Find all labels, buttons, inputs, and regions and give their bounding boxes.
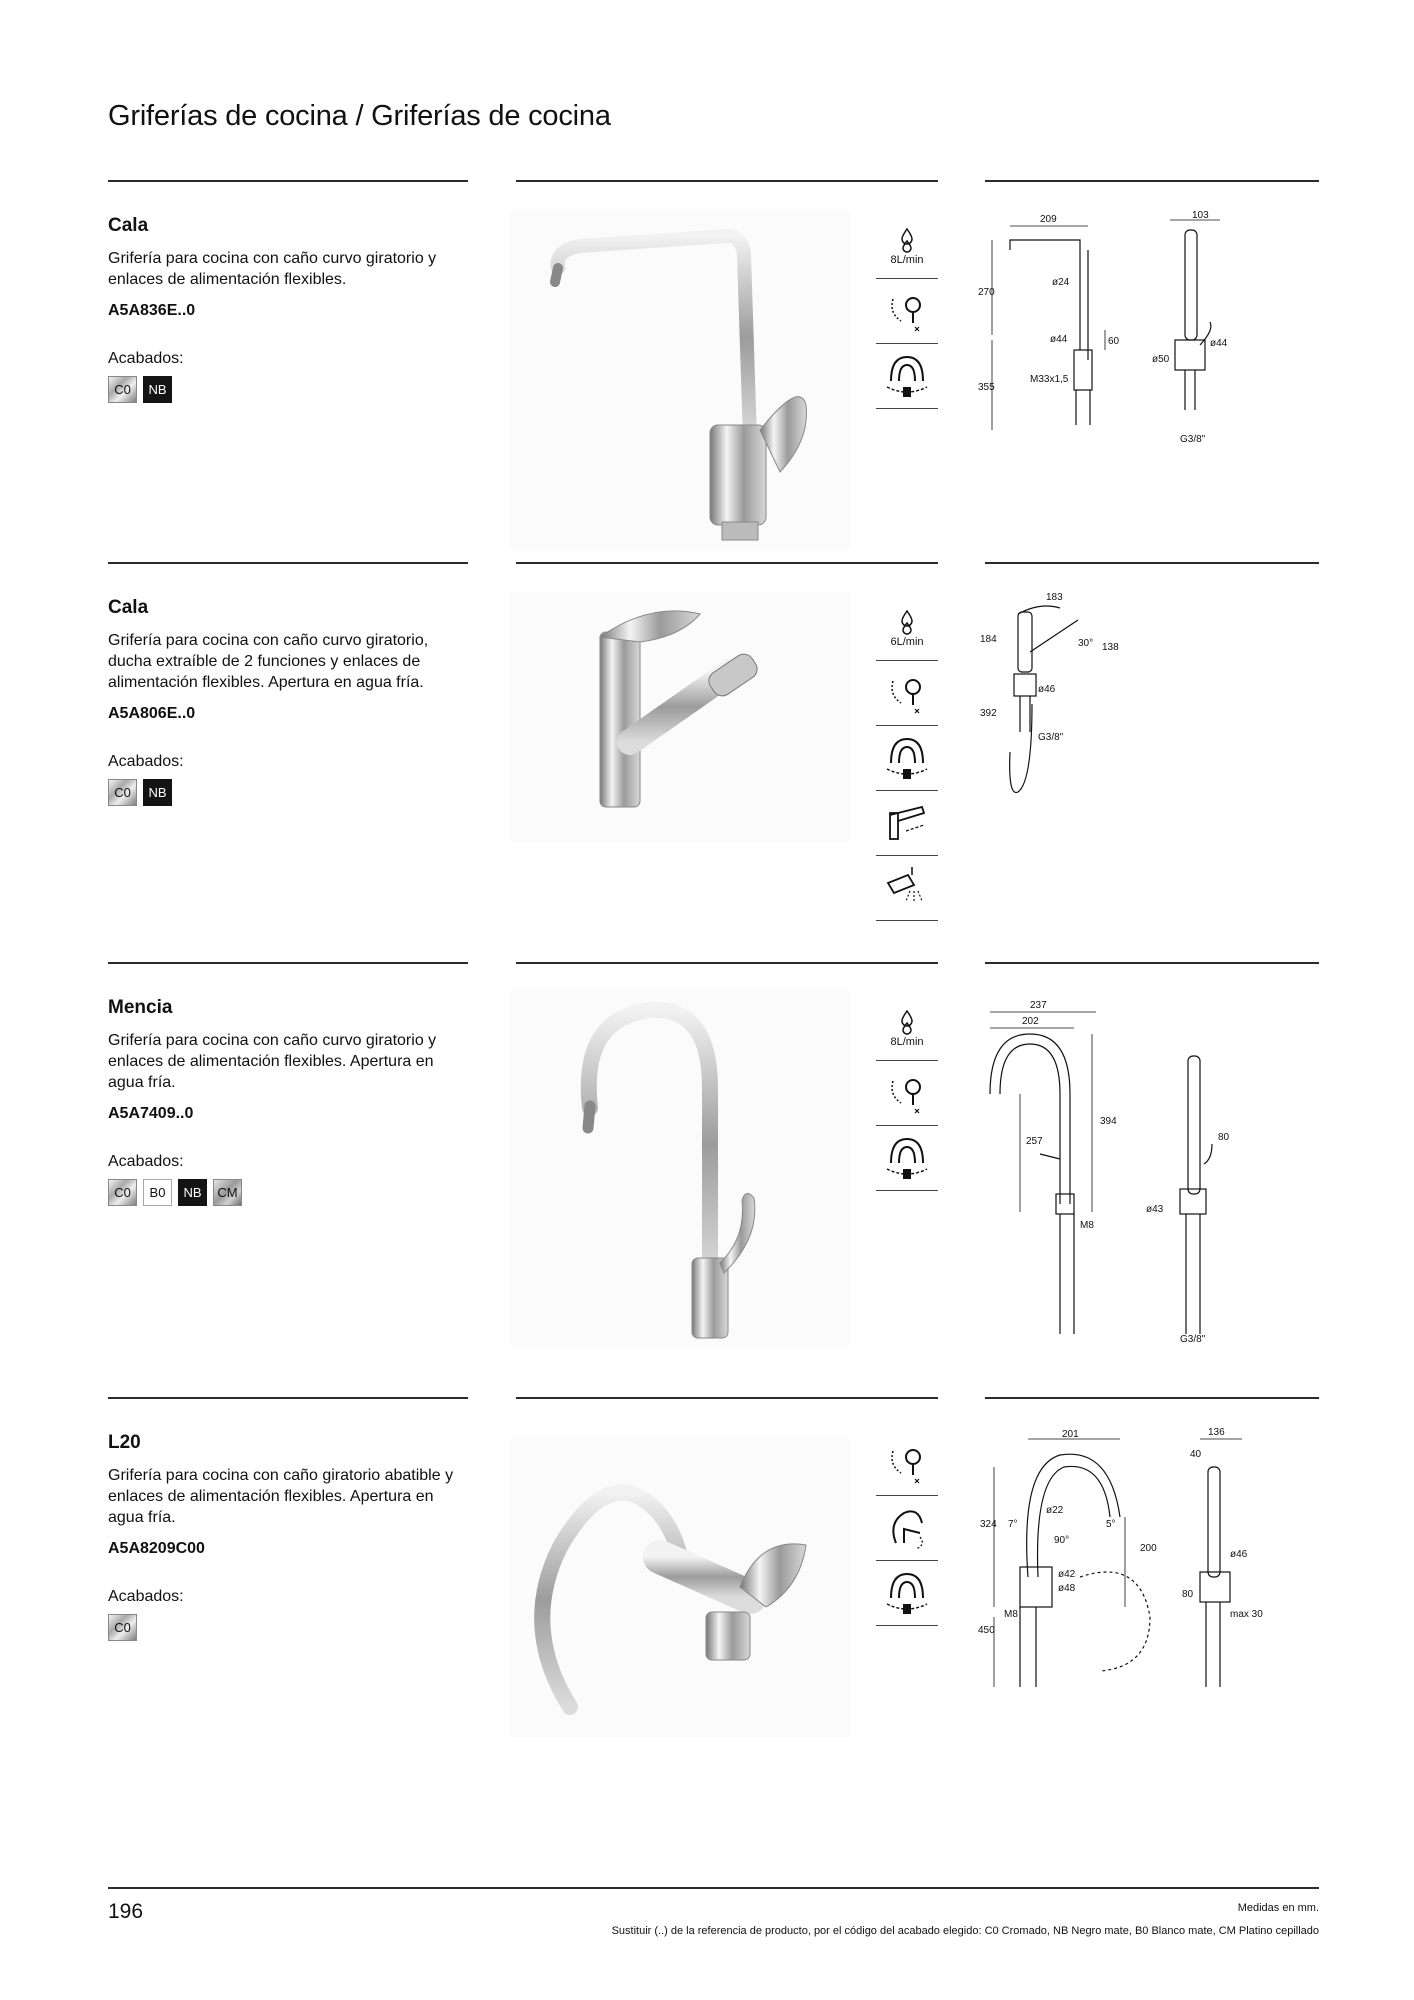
cold-open-icon (876, 279, 938, 344)
swivel-spout-icon (876, 1126, 938, 1191)
product-description: Grifería para cocina con caño giratorio abatible y enlaces de alimentación flexibles. Apertura en agua fría. (108, 1467, 454, 1526)
finish-swatch-c0: C0 (108, 1179, 137, 1206)
dimension-label: ø44 (1050, 334, 1068, 345)
dimension-label: 237 (1030, 1000, 1047, 1011)
technical-drawing (980, 210, 1280, 460)
cold-open-icon (876, 661, 938, 726)
divider (985, 962, 1319, 964)
feature-icons (876, 596, 938, 921)
dimension-label: 90° (1054, 1535, 1070, 1546)
water-flow-icon (876, 596, 938, 661)
dimension-label: 201 (1062, 1429, 1079, 1440)
technical-drawing (980, 1427, 1280, 1707)
flow-rate: 6L/min (890, 635, 924, 648)
dimension-label: ø24 (1052, 277, 1070, 288)
finish-swatch-c0: C0 (108, 779, 137, 806)
dimension-label: 324 (980, 1519, 997, 1530)
dimension-label: ø50 (1152, 354, 1170, 365)
divider (108, 180, 468, 182)
dimension-label: G3/8" (1180, 1334, 1206, 1345)
finish-swatch-nb: NB (143, 779, 172, 806)
dimension-label: ø22 (1046, 1505, 1064, 1516)
dimension-label: 355 (978, 382, 995, 393)
dimension-label: 40 (1190, 1449, 1202, 1460)
divider (516, 562, 938, 564)
dimension-label: 80 (1218, 1132, 1230, 1143)
swivel-spout-icon (876, 1561, 938, 1626)
dimension-label: 450 (978, 1625, 995, 1636)
product-reference: A5A8209C00 (108, 1540, 205, 1557)
divider (516, 962, 938, 964)
cold-open-icon (876, 1061, 938, 1126)
product-photo (510, 210, 850, 550)
dimension-label: ø44 (1210, 338, 1228, 349)
folding-spout-icon (876, 1496, 938, 1561)
dimension-label: 270 (978, 287, 995, 298)
dimension-label: ø48 (1058, 1583, 1076, 1594)
divider (108, 1397, 468, 1399)
finish-swatches (108, 1179, 478, 1206)
product-info (108, 596, 478, 806)
finish-swatch-nb: NB (178, 1179, 207, 1206)
two-function-spray-icon (876, 856, 938, 921)
feature-icons (876, 214, 938, 409)
divider (516, 180, 938, 182)
footer-divider (108, 1887, 1319, 1889)
dimension-label: ø46 (1038, 684, 1056, 695)
dimension-label: 7° (1008, 1519, 1018, 1530)
dimension-label: 138 (1102, 642, 1119, 653)
finish-swatch-c0: C0 (108, 1614, 137, 1641)
page-title: Griferías de cocina / Griferías de cocina (108, 100, 611, 132)
dimension-label: 184 (980, 634, 997, 645)
dimension-label: 136 (1208, 1427, 1225, 1438)
product-description: Grifería para cocina con caño curvo giratorio y enlaces de alimentación flexibles. Apertura en agua fría. (108, 1032, 437, 1091)
product-photo (510, 1437, 850, 1737)
page-number: 196 (108, 1900, 144, 1923)
finish-note: Sustituir (..) de la referencia de producto, por el código del acabado elegido: C0 Cromado, NB Negro mate, B0 Blanco mate, CM Platino cepillado (611, 1925, 1319, 1937)
dimension-label: 80 (1182, 1589, 1194, 1600)
finish-swatches (108, 376, 478, 403)
divider (108, 562, 468, 564)
product-info (108, 214, 478, 403)
water-flow-icon (876, 996, 938, 1061)
divider (985, 180, 1319, 182)
finish-label: Acabados: (108, 350, 184, 367)
dimension-label: 103 (1192, 210, 1209, 221)
dimension-label: M8 (1004, 1609, 1018, 1620)
product-name: Cala (108, 215, 149, 236)
product-name: L20 (108, 1432, 141, 1453)
dimension-label: ø46 (1230, 1549, 1248, 1560)
dimension-label: 200 (1140, 1543, 1157, 1554)
dimension-label: ø42 (1058, 1569, 1076, 1580)
finish-swatch-cm: CM (213, 1179, 242, 1206)
flow-rate: 8L/min (890, 1035, 924, 1048)
measure-note: Medidas en mm. (1237, 1902, 1319, 1914)
dimension-label: ø43 (1146, 1204, 1164, 1215)
dimension-label: 202 (1022, 1016, 1039, 1027)
finish-swatch-nb: NB (143, 376, 172, 403)
finish-swatch-b0: B0 (143, 1179, 172, 1206)
divider (985, 562, 1319, 564)
product-reference: A5A836E..0 (108, 302, 196, 319)
dimension-label: 392 (980, 708, 997, 719)
divider (108, 962, 468, 964)
product-description: Grifería para cocina con caño curvo giratorio, ducha extraíble de 2 funciones y enlaces de alimentación flexibles. Apertura en agua fría. (108, 632, 429, 691)
pull-out-spray-icon (876, 791, 938, 856)
finish-swatches (108, 779, 478, 806)
finish-label: Acabados: (108, 1588, 184, 1605)
dimension-label: M8 (1080, 1220, 1094, 1231)
feature-icons (876, 1431, 938, 1626)
product-photo (510, 592, 850, 842)
dimension-label: 257 (1026, 1136, 1043, 1147)
dimension-label: G3/8" (1180, 434, 1206, 445)
dimension-label: 60 (1108, 336, 1120, 347)
water-flow-icon (876, 214, 938, 279)
product-info (108, 1431, 478, 1641)
finish-label: Acabados: (108, 1153, 184, 1170)
dimension-label: max 30 (1230, 1609, 1263, 1620)
product-photo (510, 988, 850, 1348)
finish-swatches (108, 1614, 478, 1641)
swivel-spout-icon (876, 344, 938, 409)
product-reference: A5A7409..0 (108, 1105, 194, 1122)
divider (985, 1397, 1319, 1399)
product-info (108, 996, 478, 1206)
product-reference: A5A806E..0 (108, 705, 196, 722)
finish-label: Acabados: (108, 753, 184, 770)
feature-icons (876, 996, 938, 1191)
dimension-label: 5° (1106, 1519, 1116, 1530)
dimension-label: M33x1,5 (1030, 374, 1069, 385)
technical-drawing (980, 592, 1140, 822)
product-description: Grifería para cocina con caño curvo giratorio y enlaces de alimentación flexibles. (108, 250, 437, 288)
dimension-label: G3/8" (1038, 732, 1064, 743)
product-name: Cala (108, 597, 149, 618)
flow-rate: 8L/min (890, 253, 924, 266)
product-name: Mencia (108, 997, 173, 1018)
cold-open-icon (876, 1431, 938, 1496)
finish-swatch-c0: C0 (108, 376, 137, 403)
swivel-spout-icon (876, 726, 938, 791)
dimension-label: 394 (1100, 1116, 1117, 1127)
dimension-label: 209 (1040, 214, 1057, 225)
dimension-label: 30° (1078, 638, 1094, 649)
technical-drawing (980, 984, 1240, 1344)
dimension-label: 183 (1046, 592, 1063, 603)
divider (516, 1397, 938, 1399)
